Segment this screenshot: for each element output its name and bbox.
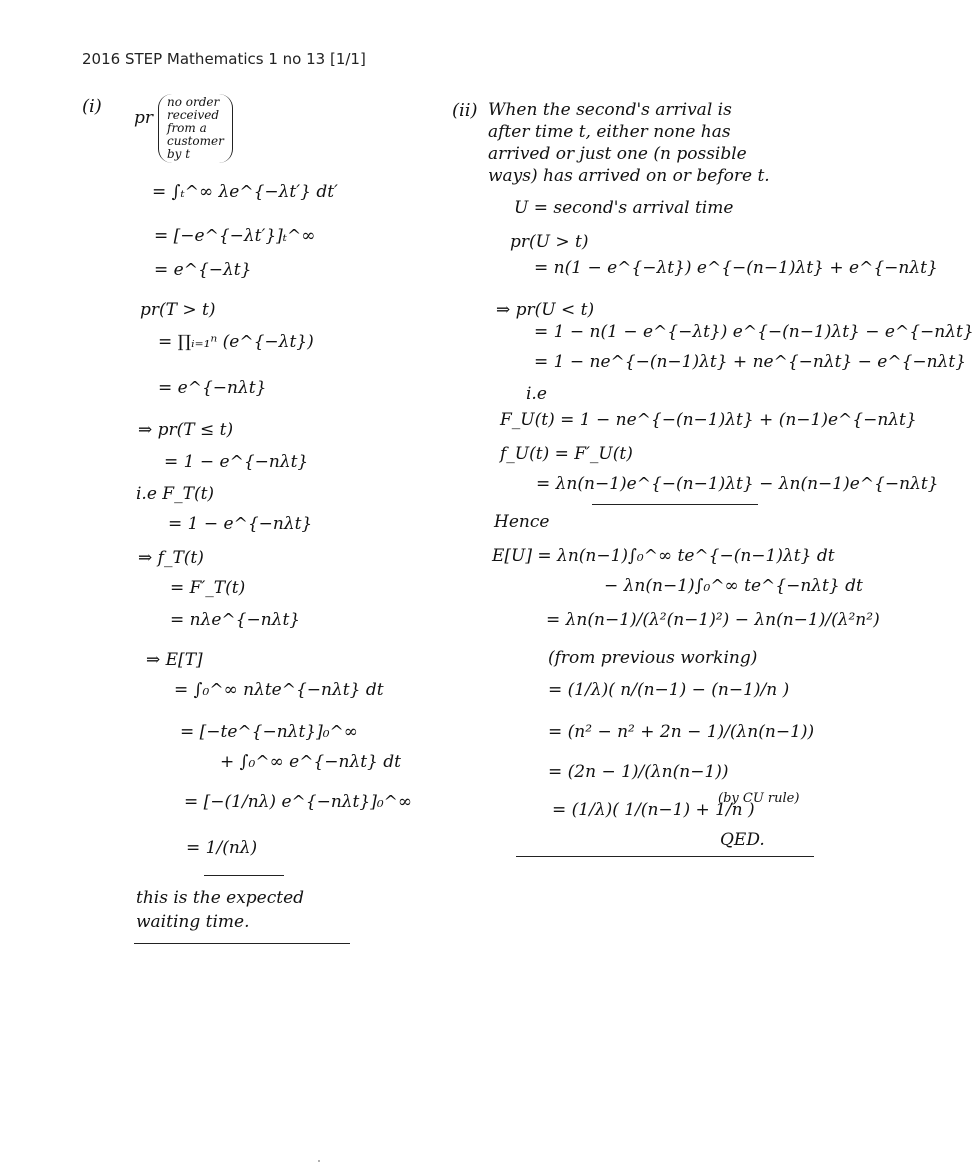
prose-line: arrived or just one (n possible [488,144,747,164]
math-line: ⇒ pr(T ≤ t) [138,420,234,440]
section-divider [516,856,814,857]
math-line: = [−(1/nλ) e^{−nλt}]₀^∞ [184,792,413,812]
math-line: F_U(t) = 1 − ne^{−(n−1)λt} + (n−1)e^{−nλt} [500,410,917,430]
prose-line: ways) has arrived on or before t. [488,166,770,186]
math-line: = 1 − n(1 − e^{−λt}) e^{−(n−1)λt} − e^{−nλt} [534,322,974,342]
math-line: pr(U > t) [510,232,589,252]
math-line: = ∏ᵢ₌₁ⁿ (e^{−λt}) [158,332,314,352]
prose-line: after time t, either none has [488,122,731,142]
prose-line: When the second's arrival is [488,100,732,120]
math-line: = ∫₀^∞ nλte^{−nλt} dt [174,680,384,700]
pr-event-line: no order [167,95,220,109]
math-line: = λn(n−1)/(λ²(n−1)²) − λn(n−1)/(λ²n²) [546,610,880,630]
pr-event-line: from a [167,121,207,135]
answer-underline [204,875,284,876]
math-line: = 1 − e^{−nλt} [164,452,309,472]
math-line: = e^{−λt} [154,260,252,280]
stray-mark [318,1160,320,1162]
math-line: pr(T > t) [140,300,216,320]
pr-prefix: pr [134,108,154,128]
math-line: = λn(n−1)e^{−(n−1)λt} − λn(n−1)e^{−nλt} [536,474,939,494]
math-line: = 1 − ne^{−(n−1)λt} + ne^{−nλt} − e^{−nλt} [534,352,967,372]
part-i-label: (i) [82,96,102,117]
math-line: = F′_T(t) [170,578,246,598]
pr-event-line: customer [167,134,224,148]
pr-event-line: received [167,108,220,122]
math-line: (from previous working) [548,648,758,668]
math-line: U = second's arrival time [514,198,734,218]
math-line: = [−e^{−λt′}]ₜ^∞ [154,226,316,246]
section-divider [134,943,350,944]
math-line: Hence [494,512,550,532]
math-line: f_U(t) = F′_U(t) [500,444,633,464]
math-line: = (2n − 1)/(λn(n−1)) [548,762,729,782]
math-line: ⇒ f_T(t) [138,548,204,568]
qed: QED. [720,830,765,850]
math-line: ⇒ E[T] [146,650,203,670]
annotation: (by CU rule) [718,791,800,806]
math-line: = 1/(nλ) [186,838,258,858]
math-line: E[U] = λn(n−1)∫₀^∞ te^{−(n−1)λt} dt [492,546,835,566]
math-line: = [−te^{−nλt}]₀^∞ [180,722,358,742]
answer-underline [592,504,758,505]
math-line: i.e F_T(t) [136,484,215,504]
part-ii-label: (ii) [452,100,478,121]
math-line: = e^{−nλt} [158,378,267,398]
math-line: = (1/λ)( n/(n−1) − (n−1)/n ) [548,680,790,700]
math-line: − λn(n−1)∫₀^∞ te^{−nλt} dt [604,576,863,596]
math-line: + ∫₀^∞ e^{−nλt} dt [220,752,401,772]
math-line: = (1/λ)( 1/(n−1) + 1/n ) [552,800,755,820]
math-line: i.e [526,384,547,404]
page-title: 2016 STEP Mathematics 1 no 13 [1/1] [82,50,366,68]
math-line: = nλe^{−nλt} [170,610,301,630]
math-line: = n(1 − e^{−λt}) e^{−(n−1)λt} + e^{−nλt} [534,258,938,278]
math-line: = 1 − e^{−nλt} [168,514,313,534]
pr-event-line: by t [167,147,191,161]
pr-event-box [158,94,233,163]
math-line: ⇒ pr(U < t) [496,300,595,320]
conclusion-text: this is the expected [136,888,305,908]
math-line: = (n² − n² + 2n − 1)/(λn(n−1)) [548,722,815,742]
conclusion-text: waiting time. [136,912,250,932]
math-line: = ∫ₜ^∞ λe^{−λt′} dt′ [152,182,338,202]
